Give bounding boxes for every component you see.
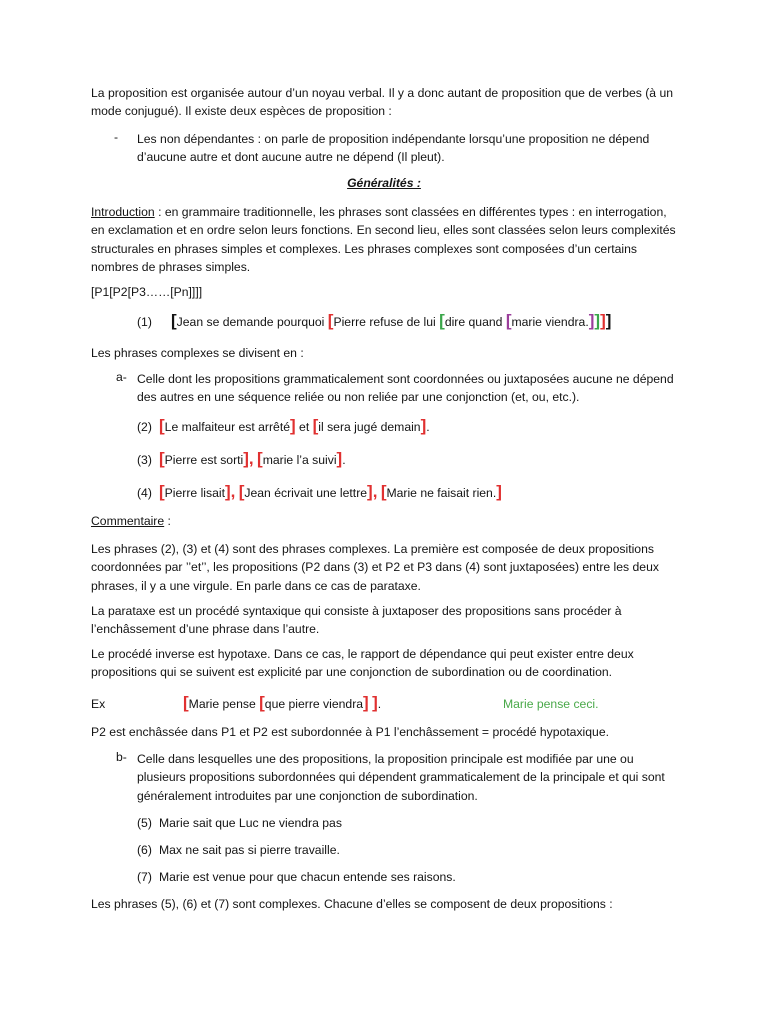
- ex-label: Ex: [91, 697, 106, 711]
- example-2: (2) [Le malfaiteur est arrêté] et [il sera jugé demain].: [137, 416, 430, 435]
- example-number: (1): [137, 315, 152, 329]
- intro-paragraph: La proposition est organisée autour d’un noyau verbal. Il y a donc autant de proposition que de verbes (à un mode conjugué). Il existe deux espèces de proposition :: [91, 86, 674, 119]
- list-marker-a: a-: [116, 370, 127, 384]
- hypotaxe-example: [Marie pense [que pierre viendra] ].: [183, 693, 382, 712]
- example-1: (1) [Jean se demande pourquoi [Pierre refuse de lui [dire quand [marie viendra.]]]]: [137, 311, 612, 330]
- item-a-text: Celle dont les propositions grammaticalement sont coordonnées ou juxtaposées aucune ne dépend des autres en une séquence reliée ou non reliée par une conjonction (et, ou, etc.).: [137, 372, 674, 405]
- list-marker-b: b-: [116, 750, 127, 764]
- introduction-paragraph: [91, 203, 681, 276]
- commentaire-paragraph: Les phrases (2), (3) et (4) sont des phrases complexes. La première est composée de deux propositions coordonnées par ’’et’’, les propositions (P2 dans (3) et P2 et P3 dans (4) sont juxtaposées) entre les deux phrases, il y a une virgule. En parle dans ce cas de parataxe.: [91, 542, 659, 593]
- example-3: (3) [Pierre est sorti], [marie l’a suivi].: [137, 449, 346, 468]
- divisent-line: Les phrases complexes se divisent en :: [91, 346, 304, 360]
- bracket-formula: [P1[P2[P3……[Pn]]]]: [91, 285, 203, 299]
- hypotaxe-paragraph: Le procédé inverse est hypotaxe. Dans ce cas, le rapport de dépendance qui peut exister entre deux propositions qui se suivent est explicité par une conjonction de subordination ou de coordination.: [91, 647, 634, 680]
- section-title: Généralités :: [347, 176, 421, 190]
- enchassee-line: P2 est enchâssée dans P1 et P2 est subordonnée à P1 l’enchâssement = procédé hypotaxique.: [91, 725, 609, 739]
- bullet-dash: -: [114, 130, 119, 144]
- commentaire-heading: Commentaire :: [91, 514, 171, 528]
- example-7: (7) Marie est venue pour que chacun entende ses raisons.: [137, 870, 456, 884]
- green-example: Marie pense ceci.: [503, 697, 599, 711]
- example-5: (5) Marie sait que Luc ne viendra pas: [137, 816, 342, 830]
- example-4: (4) [Pierre lisait], [Jean écrivait une lettre], [Marie ne faisait rien.]: [137, 482, 502, 501]
- introduction-text: : en grammaire traditionnelle, les phrases sont classées en différentes types : en interrogation, en exclamation et en ordre selon leurs fonctions. En second lieu, elles sont classées selon leurs complexités structurales en phrases simples et complexes. Les phrases complexes sont composées d’un certains nombres de phrases simples.: [91, 205, 676, 274]
- last-paragraph: Les phrases (5), (6) et (7) sont complexes. Chacune d’elles se composent de deux propositions :: [91, 897, 613, 911]
- introduction-label: Introduction: [91, 205, 155, 219]
- item-b-text: Celle dans lesquelles une des propositions, la proposition principale est modifiée par une ou plusieurs propositions subordonnées qui dépendent grammaticalement de la principale et qui sont généralement introduites par une conjonction de subordination.: [137, 752, 665, 803]
- example-6: (6) Max ne sait pas si pierre travaille.: [137, 843, 340, 857]
- bullet-independantes: Les non dépendantes : on parle de proposition indépendante lorsqu’une proposition ne dépend d’aucune autre et dont aucune autre ne dépend (Il pleut).: [137, 132, 650, 165]
- parataxe-paragraph: La parataxe est un procédé syntaxique qui consiste à juxtaposer des propositions sans procéder à l’enchâssement d’une phrase dans l’autre.: [91, 604, 622, 637]
